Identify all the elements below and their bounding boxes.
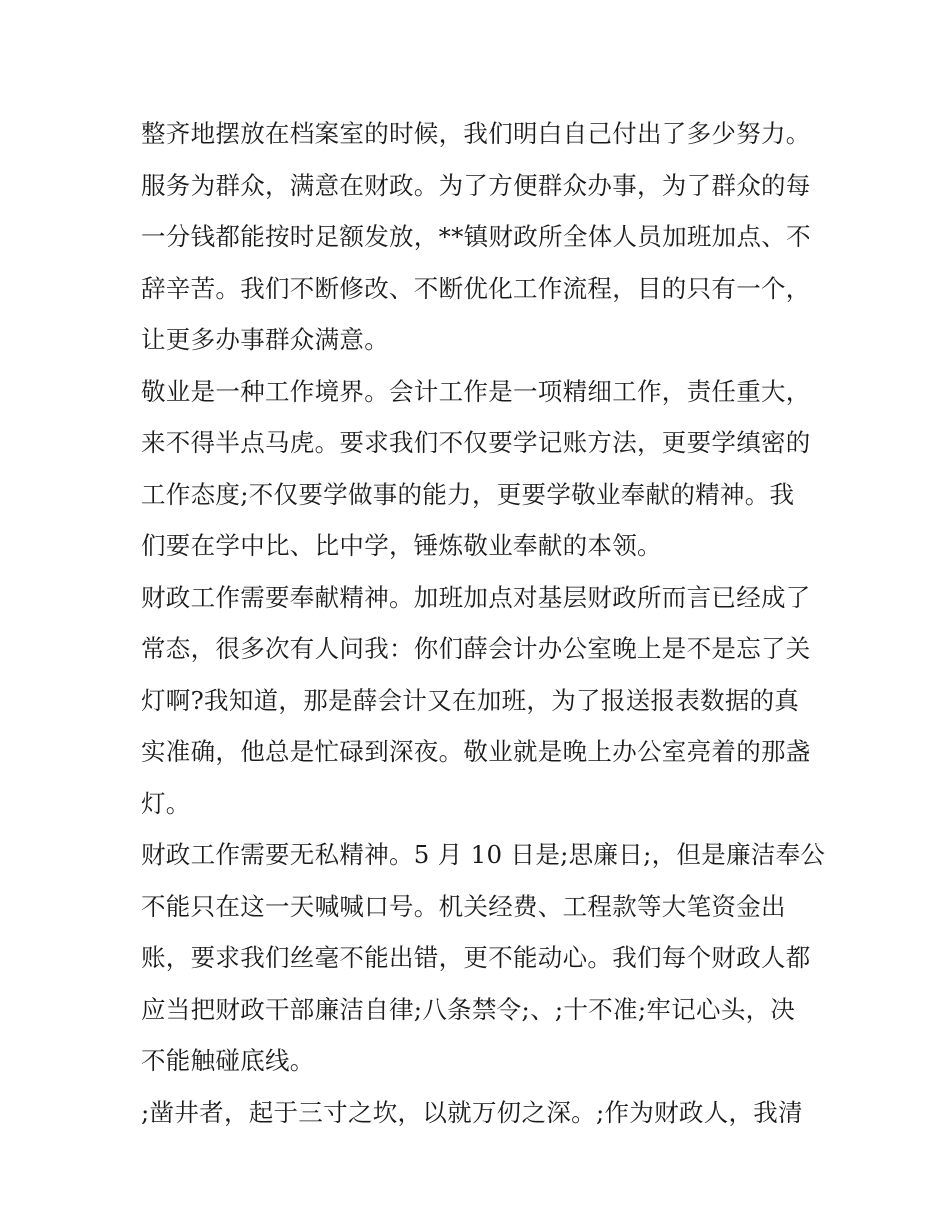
document-body <box>141 108 826 1138</box>
text-line: 常态，很多次有人问我：你们薛会计办公室晚上是不是忘了关 <box>141 634 811 663</box>
text-line: 整齐地摆放在档案室的时候，我们明白自己付出了多少努力。 <box>141 119 811 148</box>
text-line: 财政工作需要无私精神。5 月 10 日是;思廉日;，但是廉洁奉公 <box>141 840 826 869</box>
text-line: 让更多办事群众满意。 <box>141 325 389 354</box>
text-line: 实准确，他总是忙碌到深夜。敬业就是晚上办公室亮着的那盏 <box>141 737 811 766</box>
text-line: 灯。 <box>141 788 191 818</box>
text-line: 敬业是一种工作境界。会计工作是一项精细工作，责任重大， <box>141 376 811 406</box>
text-line: 不能触碰底线。 <box>141 1046 315 1075</box>
text-line: 来不得半点马虎。要求我们不仅要学记账方法，更要学缜密的 <box>141 428 811 457</box>
text-line: 工作态度;不仅要学做事的能力，更要学敬业奉献的精神。我 <box>141 479 795 509</box>
text-line: 们要在学中比、比中学，锤炼敬业奉献的本领。 <box>141 531 662 560</box>
text-line: ;凿井者，起于三寸之坎，以就万仞之深。;作为财政人，我清 <box>141 1097 803 1127</box>
text-line: 一分钱都能按时足额发放，**镇财政所全体人员加班加点、不 <box>141 222 811 251</box>
text-line: 不能只在这一天喊喊口号。机关经费、工程款等大笔资金出 <box>141 891 786 921</box>
text-line: 灯啊?我知道，那是薛会计又在加班，为了报送报表数据的真 <box>141 685 800 715</box>
text-line: 账，要求我们丝毫不能出错，更不能动心。我们每个财政人都 <box>141 943 811 972</box>
text-line: 辞辛苦。我们不断修改、不断优化工作流程，目的只有一个， <box>141 273 811 303</box>
text-line: 服务为群众，满意在财政。为了方便群众办事，为了群众的每 <box>141 170 811 200</box>
text-line: 财政工作需要奉献精神。加班加点对基层财政所而言已经成了 <box>141 582 811 612</box>
text-line: 应当把财政干部廉洁自律;八条禁令;、;十不准;牢记心头，决 <box>141 994 796 1024</box>
